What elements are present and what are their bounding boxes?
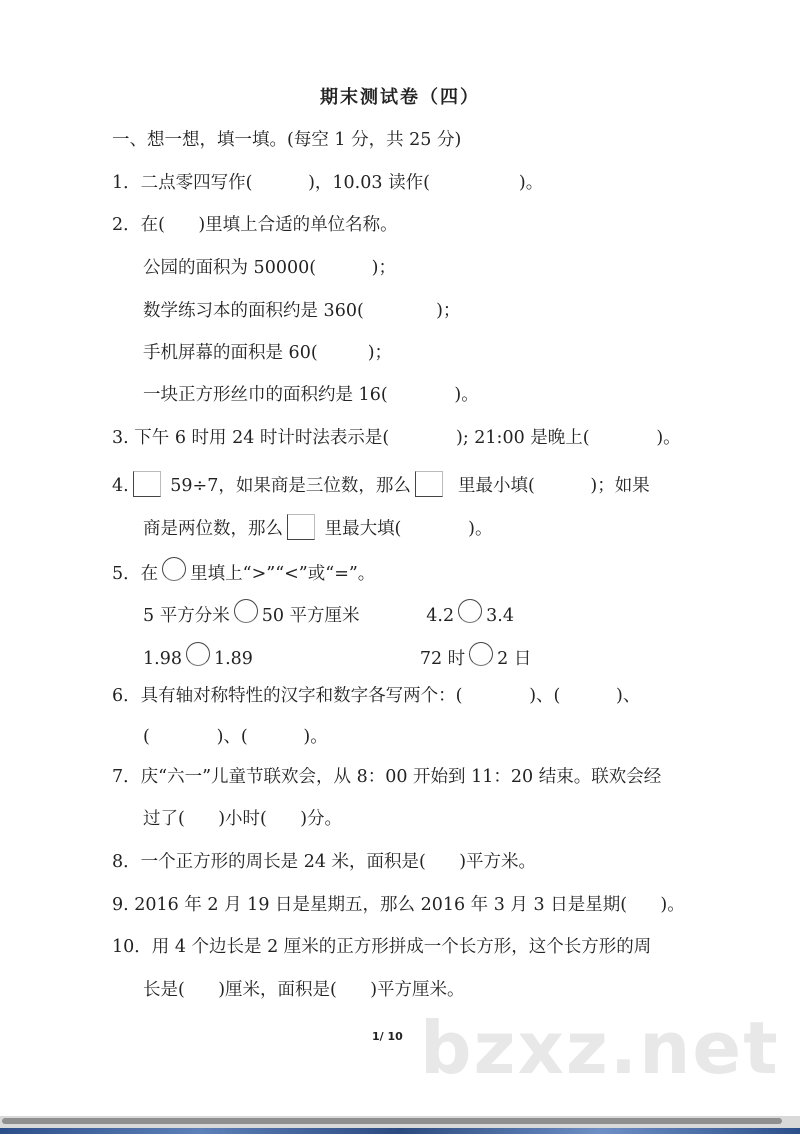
question-line [143,725,328,749]
line-text: 公园的面积为 50000( )； [143,258,397,278]
line-text: 6．具有轴对称特性的汉字和数字各写两个：( )、( )、 [112,686,641,706]
line-text: 59÷7，如果商是三位数，那么 [164,476,411,496]
line-text: 里最小填( )；如果 [446,476,650,496]
scrollbar-thumb[interactable] [2,1118,782,1124]
question-line [143,299,460,323]
line-text: ( )、( )。 [143,727,328,747]
line-text: 1.89 72 时 [213,649,466,669]
exam-title: 期末测试卷（四） [320,87,480,108]
question-line [112,171,543,195]
question-line [112,765,661,789]
question-line [112,426,681,450]
line-text: 5 平方分米 [143,606,230,626]
watermark: bzxz.net [420,1006,780,1090]
line-text: 4. [112,476,129,496]
question-line [143,256,396,280]
answer-circle-icon [469,642,493,666]
question-line [143,514,492,541]
question-line [112,557,375,586]
answer-circle-icon [186,642,210,666]
question-line [143,807,342,831]
line-text: 10．用 4 个边长是 2 厘米的正方形拼成一个长方形，这个长方形的周 [112,937,652,957]
question-line [143,978,465,1002]
question-line [112,850,536,874]
line-text: 手机屏幕的面积是 60( )； [143,343,393,363]
line-text: 长是( )厘米，面积是( )平方厘米。 [143,980,465,1000]
line-text: 8．一个正方形的周长是 24 米，面积是( )平方米。 [112,852,537,872]
line-text: 3.4 [486,606,514,626]
question-line [112,935,651,959]
line-text: 1.98 [143,649,182,669]
line-text: 3. 下午 6 时用 24 时计时法表示是( ); 21:00 是晚上( )。 [112,428,681,448]
line-text: 5．在 [112,564,159,584]
question-line [112,471,650,498]
question-line [143,341,392,365]
line-text: 商是两位数，那么 [143,519,283,539]
line-text: 7．庆“六一”儿童节联欢会，从 8：00 开始到 11：20 结束。联欢会经 [112,767,662,787]
answer-box-icon [133,471,161,497]
answer-box-icon [287,514,315,540]
line-text: 9. 2016 年 2 月 19 日是星期五，那么 2016 年 3 月 3 日是星期( )。 [112,895,685,915]
question-line [143,599,514,628]
question-line [112,128,461,152]
answer-circle-icon [458,599,482,623]
answer-circle-icon [162,557,186,581]
question-line [112,213,398,237]
line-text: 50 平方厘米 4.2 [261,606,455,626]
line-text: 一、想一想，填一填。(每空 1 分，共 25 分) [112,130,462,150]
line-text: 2．在( )里填上合适的单位名称。 [112,215,398,235]
question-line [143,642,531,671]
line-text: 里填上“>”“<”或“=”。 [190,564,376,584]
line-text: 过了( )小时( )分。 [143,809,343,829]
line-text: 1．二点零四写作( )，10.03 读作( )。 [112,173,544,193]
line-text: 2 日 [497,649,532,669]
question-line [143,383,479,407]
question-line [112,893,685,917]
desktop-background [0,1128,800,1134]
answer-circle-icon [234,599,258,623]
question-line [112,684,640,708]
page-number: 1/ 10 [372,1030,403,1043]
line-text: 一块正方形丝巾的面积约是 16( )。 [143,385,479,405]
line-text: 里最大填( )。 [319,519,493,539]
horizontal-scrollbar[interactable] [0,1116,800,1128]
answer-box-icon [415,471,443,497]
line-text: 数学练习本的面积约是 360( )； [143,301,461,321]
